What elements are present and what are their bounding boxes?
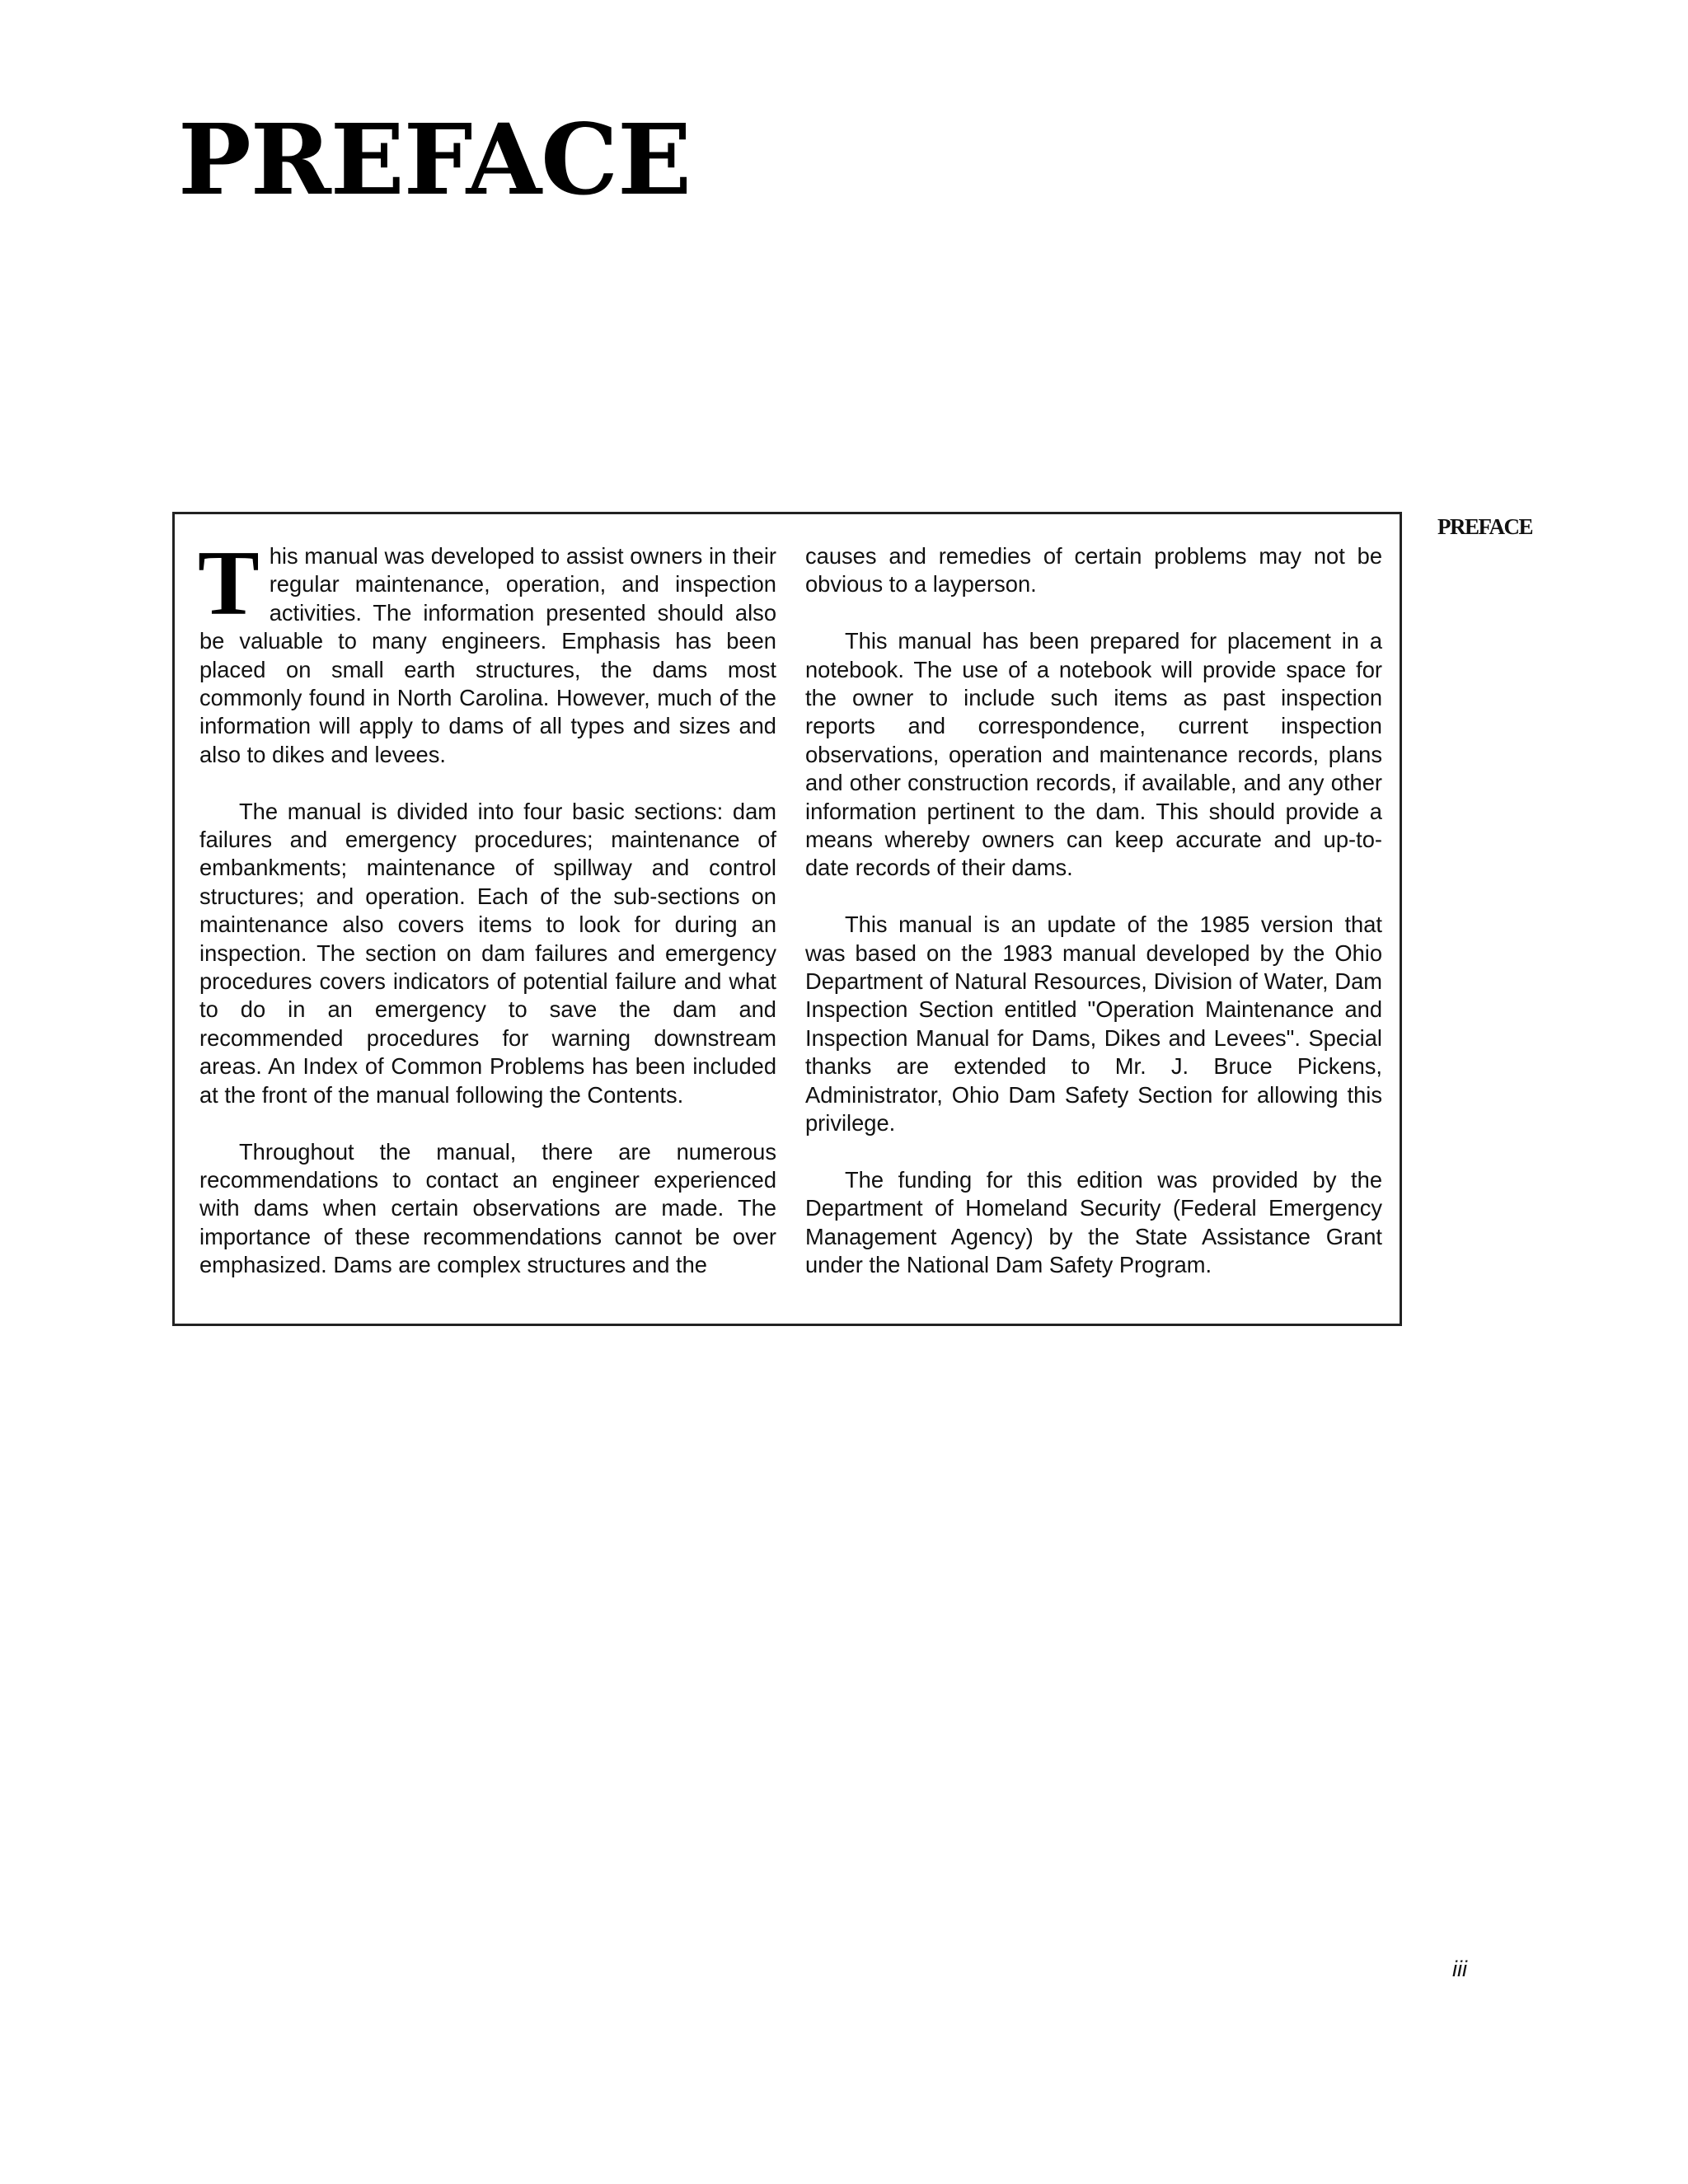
page-number: iii [1452,1957,1467,1981]
paragraph-recommendations: Throughout the manual, there are numerous recommendations to contact an engineer experienced with dams when certain observations are made. The importance of these recommendations cannot be over emphasized. Dams are complex structures and the [199,1138,776,1278]
drop-cap: T [198,532,260,635]
preface-text-box [172,512,1402,1326]
paragraph-intro-text: his manual was developed to assist owners in their regular maintenance, operation, and inspection activities. The information presented should also be valuable to many engineers. Emphasis has been placed on small earth structures, the dams most commonly found in North Carolina. However, much of the information will apply to dams of all types and sizes and also to dikes and levees. [199,543,776,767]
page-title: PREFACE [178,102,692,217]
paragraph-update: This manual is an update of the 1985 version that was based on the 1983 manual developed by the Ohio Department of Natural Resources, Division of Water, Dam Inspection Section entitled "Operation Maintenance and Inspection Manual for Dams, Dikes and Levees". Special thanks are extended to Mr. J. Bruce Pickens, Administrator, Ohio Dam Safety Section for allowing this privilege. [805,912,1382,1137]
left-column [198,532,776,1280]
paragraph-sections: The manual is divided into four basic sections: dam failures and emergency procedures; maintenance of embankments; maintenance of spillway and control structures; and operation. Each of the sub-sections on maintenance also covers items to look for during an inspection. The section on dam failures and emergency procedures covers indicators of potential failure and what to do in an emergency to save the dam and recommended procedures for warning downstream areas. An Index of Common Problems has been included at the front of the manual following the Contents. [199,798,776,1108]
paragraph-funding: The funding for this edition was provided by the Department of Homeland Security (Federal Emergency Management Agency) by the State Assistance Grant under the National Dam Safety Program. [805,1166,1382,1278]
paragraph-continuation: causes and remedies of certain problems may not be obvious to a layperson. [805,543,1382,598]
section-side-label: PREFACE [1437,514,1532,539]
paragraph-notebook: This manual has been prepared for placement in a notebook. The use of a notebook will provide space for the owner to include such items as past inspection reports and correspondence, current inspection observations, operation and maintenance records, plans and other construction records, if available, and any other information pertinent to the dam. This should provide a means whereby owners can keep accurate and up-to-date records of their dams. [805,628,1382,881]
paragraph-intro [198,532,776,769]
right-column [805,542,1382,1280]
